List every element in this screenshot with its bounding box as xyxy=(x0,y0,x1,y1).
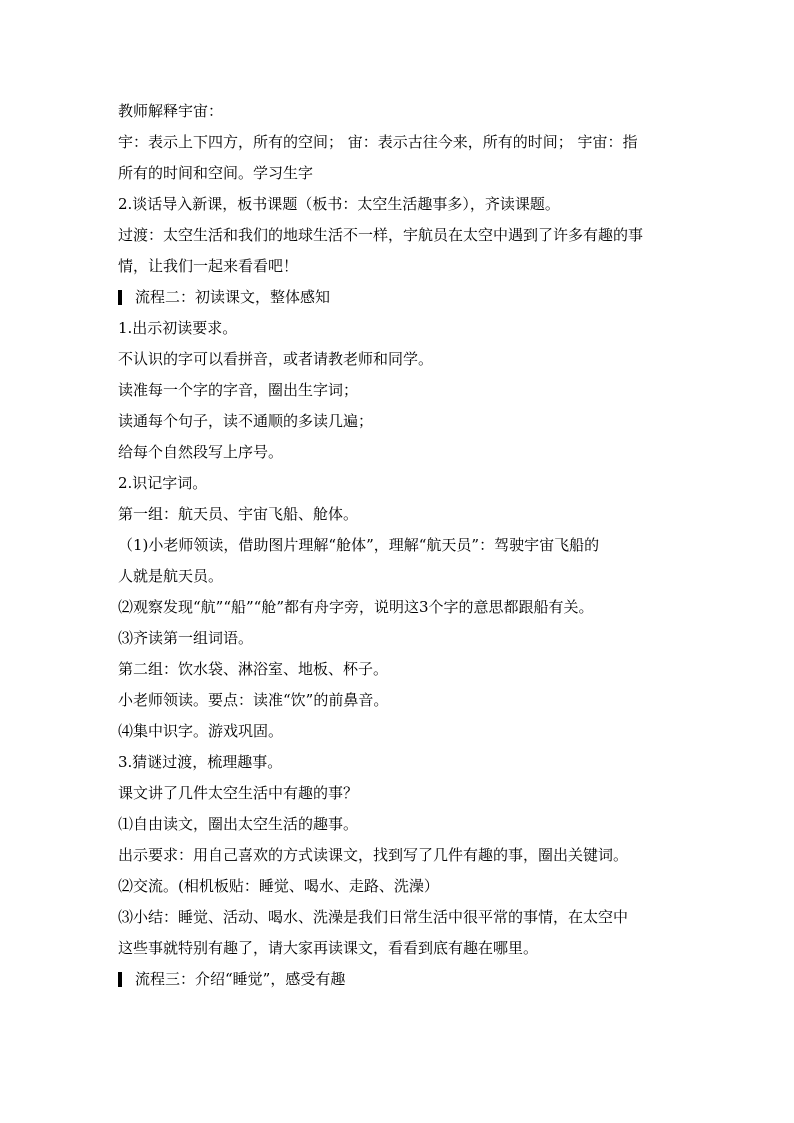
text-line xyxy=(118,747,684,778)
text-line xyxy=(118,871,684,902)
text-line xyxy=(118,530,684,561)
text-line xyxy=(118,685,684,716)
text-line xyxy=(118,499,684,530)
text-line xyxy=(118,809,684,840)
text-line-content: 1.出示初读要求。 xyxy=(118,319,238,337)
text-line xyxy=(118,840,684,871)
text-line-content: ⑷集中识字。游戏巩固。 xyxy=(118,722,284,740)
text-line-content: 读通每个句子，读不通顺的多读几遍； xyxy=(118,412,374,430)
text-line xyxy=(118,592,684,623)
text-line xyxy=(118,189,684,220)
text-line-content: 课文讲了几件太空生活中有趣的事？ xyxy=(118,784,359,802)
text-line xyxy=(118,344,684,375)
text-line xyxy=(118,623,684,654)
text-line-content: 给每个自然段写上序号。 xyxy=(118,443,284,461)
text-line-content: 过渡：太空生活和我们的地球生活不一样，宇航员在太空中遇到了许多有趣的事 xyxy=(118,226,644,244)
text-line-content: 2.识记字词。 xyxy=(118,474,208,492)
text-line-content: 读准每一个字的字音，圈出生字词； xyxy=(118,381,359,399)
text-line-content: 人就是航天员。 xyxy=(118,567,224,585)
heading-marker-icon xyxy=(118,290,122,305)
text-line xyxy=(118,127,684,158)
text-line-content: 小老师领读。要点：读准“饮”的前鼻音。 xyxy=(118,691,389,709)
section-heading-text: 流程三：介绍“睡觉”，感受有趣 xyxy=(135,970,346,988)
text-line-content: 这些事就特别有趣了，请大家再读课文，看看到底有趣在哪里。 xyxy=(118,939,539,957)
document-body xyxy=(118,96,684,995)
text-line-content: 第一组：航天员、宇宙飞船、舱体。 xyxy=(118,505,359,523)
text-line xyxy=(118,313,684,344)
text-line xyxy=(118,933,684,964)
text-line xyxy=(118,96,684,127)
text-line-content: 教师解释宇宙： xyxy=(118,102,224,120)
text-line-content: ⑶齐读第一组词语。 xyxy=(118,629,254,647)
heading-marker-icon xyxy=(118,972,122,987)
text-line-content: 所有的时间和空间。学习生字 xyxy=(118,164,314,182)
text-line-content: 出示要求：用自己喜欢的方式读课文，找到写了几件有趣的事，圈出关键词。 xyxy=(118,846,629,864)
text-line xyxy=(118,561,684,592)
section-heading xyxy=(118,282,684,313)
text-line-content: ⑴自由读文，圈出太空生活的趣事。 xyxy=(118,815,359,833)
text-line xyxy=(118,468,684,499)
text-line xyxy=(118,654,684,685)
text-line xyxy=(118,902,684,933)
text-line-content: ⑵观察发现“航”“船”“舱”都有舟字旁，说明这3个字的意思都跟船有关。 xyxy=(118,598,594,616)
text-line xyxy=(118,158,684,189)
text-line-content: 不认识的字可以看拼音，或者请教老师和同学。 xyxy=(118,350,434,368)
text-line-content: ⑶小结：睡觉、活动、喝水、洗澡是我们日常生活中很平常的事情，在太空中 xyxy=(118,908,629,926)
text-line xyxy=(118,778,684,809)
section-heading xyxy=(118,964,684,995)
text-line xyxy=(118,437,684,468)
text-line-content: 2.谈话导入新课，板书课题（板书：太空生活趣事多），齐读课题。 xyxy=(118,195,560,213)
text-line-content: 宇：表示上下四方，所有的空间； 宙：表示古往今来，所有的时间； 宇宙：指 xyxy=(118,133,638,151)
text-line xyxy=(118,251,684,282)
text-line xyxy=(118,716,684,747)
text-line xyxy=(118,220,684,251)
text-line-content: 3.猜谜过渡，梳理趣事。 xyxy=(118,753,283,771)
section-heading-text: 流程二：初读课文，整体感知 xyxy=(135,288,331,306)
text-line-content: 情，让我们一起来看看吧！ xyxy=(118,257,299,275)
text-line-content: 第二组：饮水袋、淋浴室、地板、杯子。 xyxy=(118,660,389,678)
text-line-content: （1)小老师领读，借助图片理解“舱体”，理解“航天员”：驾驶宇宙飞船的 xyxy=(118,536,600,554)
text-line xyxy=(118,406,684,437)
text-line xyxy=(118,375,684,406)
text-line-content: ⑵交流。(相机板贴：睡觉、喝水、走路、洗澡） xyxy=(118,877,439,895)
